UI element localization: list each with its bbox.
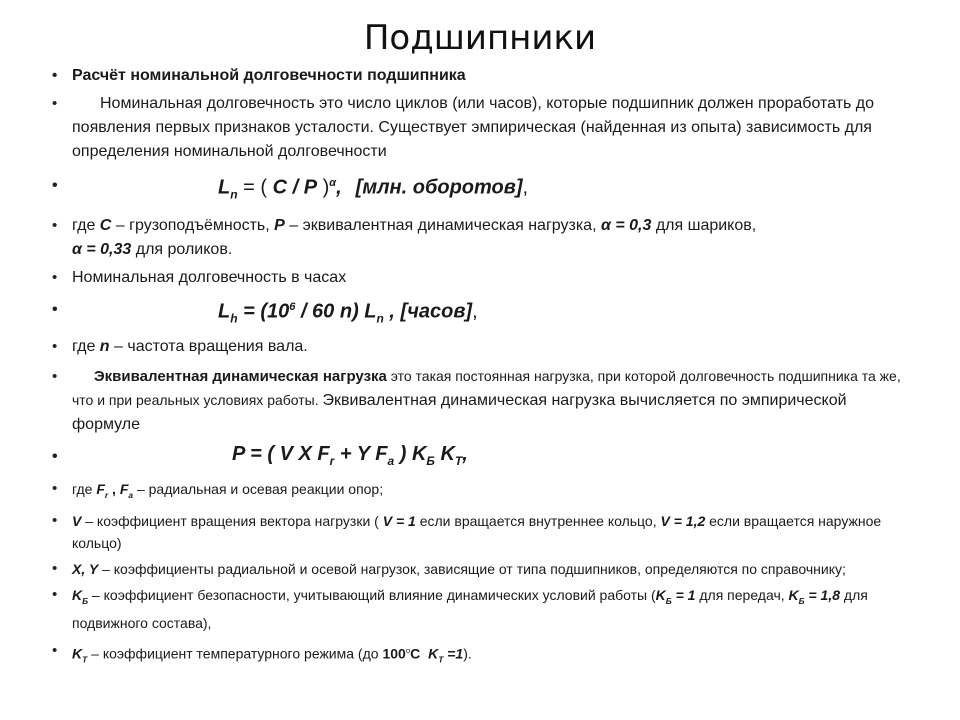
list-item: • $K_T$ – коэффициент температурного режима (до 100$^o$С $K_T =1$). xyxy=(52,640,912,670)
list-item: • $K_Б$ – коэффициент безопасности, учитывающий влияние динамических условий работы ($K_Б = 1$ для передач, $K_Б = 1,8$ для подвижного состава), xyxy=(52,584,912,634)
formula-lh: • $L_h = (10^6 / 60$ n) $L_n$ , [часов], xyxy=(52,292,912,334)
list-item: • Эквивалентная динамическая нагрузка это такая постоянная нагрузка, при которой долговечность подшипника та же, что и при реальных условиях работы. Эквивалентная динамическая нагрузка вычисляется по эмпирической формуле xyxy=(52,365,912,437)
list-item: • где n – частота вращения вала. xyxy=(52,335,912,359)
slide-title: Подшипники xyxy=(363,18,597,58)
list-item: • где $F_r$ , $F_a$ – радиальная и осевая реакции опор; xyxy=(52,478,912,506)
list-item: • X, Y – коэффициенты радиальной и осевой нагрузок, зависящие от типа подшипников, определяются по справочнику; xyxy=(52,558,912,580)
formula-p: • P = ( V X $F_r + Y$ $F_a$ ) $K_Б$ $K_T$, xyxy=(52,439,912,476)
list-item: • где C – грузоподъёмность, P – эквивалентная динамическая нагрузка, α = 0,3 для шариков, α = 0,33 для роликов. xyxy=(52,214,912,262)
list-item: • V – коэффициент вращения вектора нагрузки ( V = 1 если вращается внутреннее кольцо, V = 1,2 если вращается наружное кольцо) xyxy=(52,510,912,554)
list-item xyxy=(52,64,912,88)
list-item: • Номинальная долговечность в часах xyxy=(52,266,912,290)
formula-ln: • $L_n$ = ( C / P )$^\alpha$, [млн. оборотов], xyxy=(52,168,912,210)
definition-text: Номинальная долговечность это число циклов (или часов), которые подшипник должен проработать до появления первых признаков усталости. Существует эмпирическая (найденная из опыта) зависимость для определения номинальной долговечности xyxy=(72,95,875,160)
heading-text: Расчёт номинальной долговечности подшипника xyxy=(72,67,466,84)
bullet-list xyxy=(52,64,912,670)
list-item xyxy=(52,92,912,164)
